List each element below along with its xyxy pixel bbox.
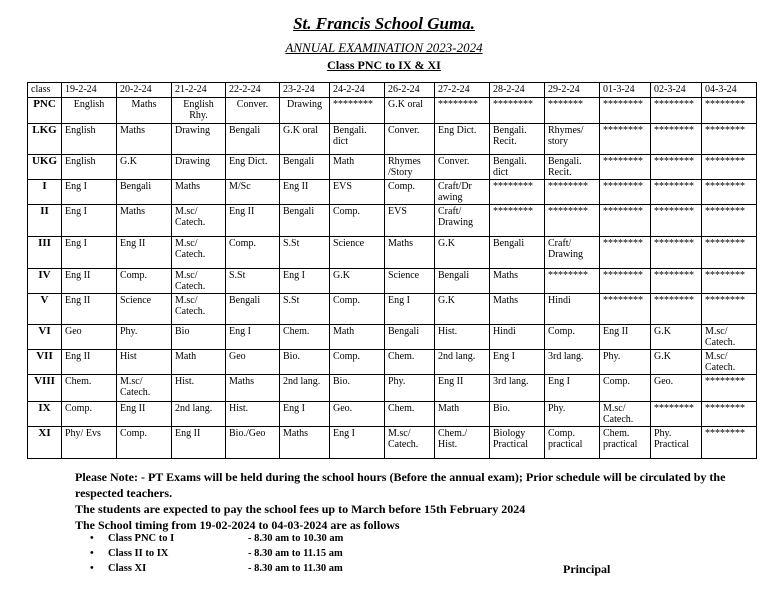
column-header-date: 23-2-24: [280, 83, 330, 98]
row-class-label: UKG: [28, 155, 62, 180]
row-class-label: XI: [28, 427, 62, 459]
table-cell: ********: [702, 237, 757, 269]
timing-item: [90, 563, 470, 578]
column-header-date: 24-2-24: [330, 83, 385, 98]
table-cell: Math: [435, 402, 490, 427]
table-cell: ********: [651, 237, 702, 269]
timing-class: Class PNC to I: [108, 533, 175, 544]
table-cell: ********: [490, 98, 545, 124]
header-row: [28, 83, 757, 98]
table-cell: Bengali: [435, 269, 490, 294]
table-cell: Bengali. Recit.: [490, 124, 545, 155]
table-cell: Biology Practical: [490, 427, 545, 459]
table-cell: Chem.: [280, 325, 330, 350]
table-cell: Bengali. dict: [490, 155, 545, 180]
table-cell: Comp.: [330, 294, 385, 325]
table-cell: Eng I: [490, 350, 545, 375]
table-cell: Maths: [385, 237, 435, 269]
table-cell: ********: [651, 205, 702, 237]
notes: [75, 469, 755, 533]
table-cell: Chem.: [62, 375, 117, 402]
table-cell: Eng I: [62, 237, 117, 269]
table-cell: Phy/ Evs: [62, 427, 117, 459]
table-cell: ********: [702, 427, 757, 459]
column-header-date: 29-2-24: [545, 83, 600, 98]
table-row: [28, 375, 757, 402]
table-row: [28, 98, 757, 124]
row-class-label: VII: [28, 350, 62, 375]
table-cell: Comp.: [330, 350, 385, 375]
table-cell: Comp.: [600, 375, 651, 402]
timing-hours: - 8.30 am to 11.15 am: [248, 548, 343, 559]
table-cell: Chem.: [385, 350, 435, 375]
table-cell: Geo: [62, 325, 117, 350]
table-cell: Eng I: [226, 325, 280, 350]
table-cell: Bengali: [226, 294, 280, 325]
column-header-date: 19-2-24: [62, 83, 117, 98]
row-class-label: VI: [28, 325, 62, 350]
table-cell: ********: [651, 180, 702, 205]
table-cell: Eng II: [117, 402, 172, 427]
timing-item: [90, 548, 470, 563]
table-cell: Maths: [490, 269, 545, 294]
table-cell: M.sc/ Catech.: [172, 294, 226, 325]
table-cell: Hist.: [172, 375, 226, 402]
table-cell: S.St: [226, 269, 280, 294]
table-cell: M.sc/ Catech.: [600, 402, 651, 427]
table-cell: ********: [702, 98, 757, 124]
table-cell: Math: [330, 325, 385, 350]
table-cell: ********: [600, 155, 651, 180]
table-cell: ********: [490, 180, 545, 205]
timing-list: [90, 533, 470, 578]
table-cell: Phy. Practical: [651, 427, 702, 459]
column-header-date: 04-3-24: [702, 83, 757, 98]
row-class-label: V: [28, 294, 62, 325]
column-header-date: 01-3-24: [600, 83, 651, 98]
table-cell: Maths: [117, 205, 172, 237]
table-cell: ********: [600, 98, 651, 124]
timing-hours: - 8.30 am to 11.30 am: [248, 563, 343, 574]
note-timing: The School timing from 19-02-2024 to 04-03-2024 are as follows: [75, 518, 400, 532]
table-cell: ********: [702, 180, 757, 205]
table-cell: M.sc/ Catech.: [385, 427, 435, 459]
table-row: [28, 205, 757, 237]
row-class-label: VIII: [28, 375, 62, 402]
table-cell: Eng Dict.: [435, 124, 490, 155]
table-cell: ********: [600, 124, 651, 155]
table-cell: M.sc/ Catech.: [702, 350, 757, 375]
table-cell: Phy.: [117, 325, 172, 350]
table-cell: Eng II: [435, 375, 490, 402]
table-cell: Craft/ Drawing: [435, 205, 490, 237]
table-cell: Comp.: [226, 237, 280, 269]
table-cell: M.sc/ Catech.: [172, 205, 226, 237]
table-cell: Drawing: [172, 124, 226, 155]
table-cell: Conver.: [435, 155, 490, 180]
table-cell: Eng II: [600, 325, 651, 350]
table-cell: Eng I: [545, 375, 600, 402]
table-row: [28, 269, 757, 294]
table-cell: M.sc/ Catech.: [172, 269, 226, 294]
table-cell: Comp.: [62, 402, 117, 427]
table-cell: Math: [330, 155, 385, 180]
table-cell: ********: [702, 375, 757, 402]
table-cell: Bengali: [490, 237, 545, 269]
table-cell: 2nd lang.: [172, 402, 226, 427]
row-class-label: I: [28, 180, 62, 205]
table-cell: M/Sc: [226, 180, 280, 205]
table-cell: ********: [651, 294, 702, 325]
table-cell: S.St: [280, 237, 330, 269]
table-cell: ********: [702, 124, 757, 155]
table-cell: Bengali: [117, 180, 172, 205]
table-cell: ********: [490, 205, 545, 237]
table-cell: English: [62, 98, 117, 124]
table-cell: English: [62, 155, 117, 180]
table-cell: Hist.: [435, 325, 490, 350]
table-cell: Bio.: [490, 402, 545, 427]
table-cell: Bengali: [385, 325, 435, 350]
table-cell: Eng II: [62, 269, 117, 294]
column-header-date: 22-2-24: [226, 83, 280, 98]
table-cell: Eng II: [280, 180, 330, 205]
principal-signature: Principal: [563, 562, 611, 576]
table-cell: Craft/ Drawing: [545, 237, 600, 269]
row-class-label: LKG: [28, 124, 62, 155]
table-cell: G.K: [435, 294, 490, 325]
table-cell: Rhymes/ story: [545, 124, 600, 155]
table-cell: Eng I: [280, 269, 330, 294]
table-cell: Eng I: [385, 294, 435, 325]
table-cell: ********: [702, 294, 757, 325]
table-cell: Hindi: [490, 325, 545, 350]
table-cell: Geo.: [330, 402, 385, 427]
table-cell: Drawing: [280, 98, 330, 124]
table-cell: Craft/Dr awing: [435, 180, 490, 205]
table-cell: ********: [545, 205, 600, 237]
table-cell: ********: [651, 98, 702, 124]
table-cell: ********: [600, 205, 651, 237]
table-cell: Eng II: [62, 350, 117, 375]
table-cell: ********: [702, 269, 757, 294]
note-fees: The students are expected to pay the school fees up to March before 15th February 2024: [75, 502, 526, 516]
table-cell: ********: [702, 155, 757, 180]
school-name: St. Francis School Guma.: [293, 14, 475, 33]
table-cell: Comp.: [330, 205, 385, 237]
table-cell: Comp.: [117, 269, 172, 294]
table-cell: Eng I: [330, 427, 385, 459]
table-cell: ********: [651, 269, 702, 294]
timing-class: Class XI: [108, 563, 147, 574]
table-cell: Eng I: [280, 402, 330, 427]
note-pt-exams: Please Note: - PT Exams will be held during the school hours (Before the annual exam); Prior schedule will be circulated by the respected teachers.: [75, 470, 726, 500]
table-cell: Hindi: [545, 294, 600, 325]
table-cell: M.sc/ Catech.: [172, 237, 226, 269]
bullet-icon: •: [90, 533, 94, 544]
table-row: [28, 427, 757, 459]
row-class-label: PNC: [28, 98, 62, 124]
table-cell: ********: [702, 205, 757, 237]
table-cell: M.sc/ Catech.: [117, 375, 172, 402]
row-class-label: II: [28, 205, 62, 237]
table-cell: Math: [172, 350, 226, 375]
table-cell: ********: [651, 402, 702, 427]
table-cell: Chem. practical: [600, 427, 651, 459]
table-cell: Bio: [172, 325, 226, 350]
table-row: [28, 402, 757, 427]
table-cell: ********: [651, 155, 702, 180]
table-cell: Science: [117, 294, 172, 325]
table-cell: *******: [545, 98, 600, 124]
table-cell: Eng I: [62, 205, 117, 237]
column-header-date: 21-2-24: [172, 83, 226, 98]
column-header-class: class: [28, 83, 62, 98]
table-cell: G.K: [330, 269, 385, 294]
table-cell: Comp. practical: [545, 427, 600, 459]
bullet-icon: •: [90, 548, 94, 559]
table-cell: Comp.: [385, 180, 435, 205]
column-header-date: 27-2-24: [435, 83, 490, 98]
table-cell: Chem./ Hist.: [435, 427, 490, 459]
table-cell: Maths: [117, 124, 172, 155]
table-cell: Bio.: [280, 350, 330, 375]
table-cell: M.sc/ Catech.: [702, 325, 757, 350]
table-cell: English: [62, 124, 117, 155]
class-range: Class PNC to IX & XI: [327, 58, 441, 72]
row-class-label: III: [28, 237, 62, 269]
table-cell: Phy.: [385, 375, 435, 402]
column-header-date: 02-3-24: [651, 83, 702, 98]
table-cell: Rhymes /Story: [385, 155, 435, 180]
table-cell: Hist.: [226, 402, 280, 427]
column-header-date: 20-2-24: [117, 83, 172, 98]
table-cell: Comp.: [117, 427, 172, 459]
table-cell: ********: [600, 269, 651, 294]
table-row: [28, 155, 757, 180]
table-cell: Eng II: [226, 205, 280, 237]
table-cell: Phy.: [600, 350, 651, 375]
table-cell: Maths: [280, 427, 330, 459]
table-cell: ********: [600, 237, 651, 269]
table-cell: Comp.: [545, 325, 600, 350]
bullet-icon: •: [90, 563, 94, 574]
timing-hours: - 8.30 am to 10.30 am: [248, 533, 344, 544]
table-cell: 2nd lang.: [280, 375, 330, 402]
table-cell: ********: [545, 269, 600, 294]
table-cell: Chem.: [385, 402, 435, 427]
table-cell: English Rhy.: [172, 98, 226, 124]
table-cell: Science: [330, 237, 385, 269]
table-cell: Bengali: [280, 155, 330, 180]
table-cell: ********: [435, 98, 490, 124]
table-cell: ********: [330, 98, 385, 124]
table-cell: Geo: [226, 350, 280, 375]
table-cell: EVS: [385, 205, 435, 237]
table-cell: S.St: [280, 294, 330, 325]
table-cell: Conver.: [226, 98, 280, 124]
row-class-label: IV: [28, 269, 62, 294]
table-cell: Conver.: [385, 124, 435, 155]
table-row: [28, 124, 757, 155]
column-header-date: 26-2-24: [385, 83, 435, 98]
table-cell: G.K oral: [385, 98, 435, 124]
table-cell: ********: [600, 180, 651, 205]
timing-item: [90, 533, 470, 548]
table-row: [28, 237, 757, 269]
table-cell: EVS: [330, 180, 385, 205]
table-row: [28, 294, 757, 325]
table-cell: Maths: [117, 98, 172, 124]
table-cell: G.K oral: [280, 124, 330, 155]
table-cell: G.K: [651, 325, 702, 350]
table-cell: Bengali: [226, 124, 280, 155]
table-cell: 2nd lang.: [435, 350, 490, 375]
table-cell: Bengali: [280, 205, 330, 237]
table-cell: Eng II: [172, 427, 226, 459]
table-cell: ********: [600, 294, 651, 325]
table-cell: Maths: [226, 375, 280, 402]
table-cell: ********: [651, 124, 702, 155]
table-cell: ********: [545, 180, 600, 205]
table-cell: ********: [702, 402, 757, 427]
row-class-label: IX: [28, 402, 62, 427]
table-cell: Hist: [117, 350, 172, 375]
table-row: [28, 350, 757, 375]
table-cell: G.K: [435, 237, 490, 269]
table-cell: Bengali. dict: [330, 124, 385, 155]
column-header-date: 28-2-24: [490, 83, 545, 98]
exam-title: ANNUAL EXAMINATION 2023-2024: [285, 40, 483, 55]
exam-schedule-table: [27, 82, 757, 459]
table-cell: Drawing: [172, 155, 226, 180]
table-cell: Eng Dict.: [226, 155, 280, 180]
table-cell: Bio./Geo: [226, 427, 280, 459]
timing-class: Class II to IX: [108, 548, 169, 559]
table-cell: G.K: [651, 350, 702, 375]
table-cell: Maths: [490, 294, 545, 325]
table-cell: Phy.: [545, 402, 600, 427]
table-cell: Maths: [172, 180, 226, 205]
table-row: [28, 180, 757, 205]
table-cell: Eng II: [62, 294, 117, 325]
table-row: [28, 325, 757, 350]
table-cell: Bengali. Recit.: [545, 155, 600, 180]
table-cell: Geo.: [651, 375, 702, 402]
table-cell: Eng I: [62, 180, 117, 205]
table-cell: G.K: [117, 155, 172, 180]
table-cell: 3rd lang.: [490, 375, 545, 402]
table-cell: 3rd lang.: [545, 350, 600, 375]
table-cell: Bio.: [330, 375, 385, 402]
table-cell: Science: [385, 269, 435, 294]
table-cell: Eng II: [117, 237, 172, 269]
